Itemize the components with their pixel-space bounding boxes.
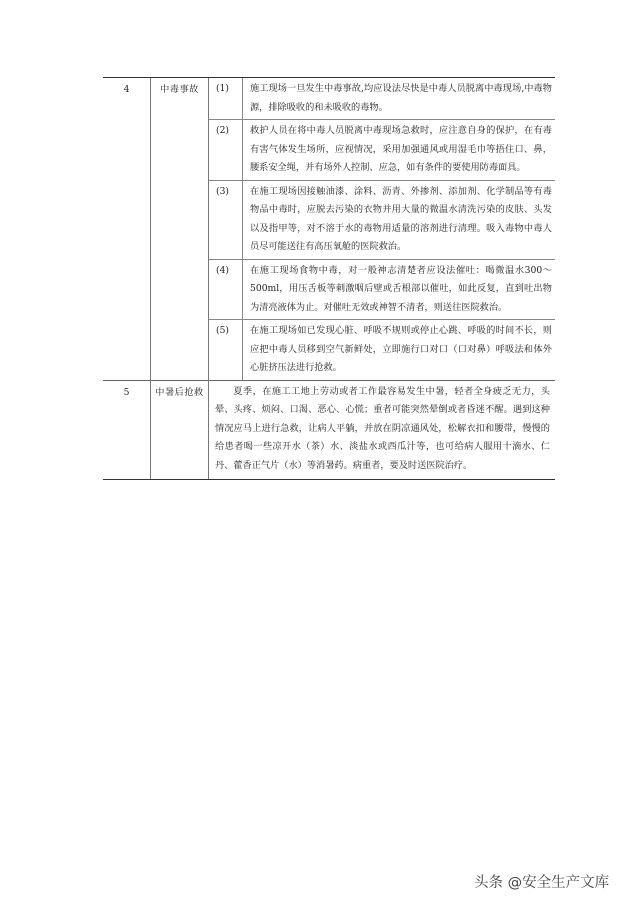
list-item <box>209 78 555 119</box>
row-text: 夏季，在施工工地上劳动或者工作最容易发生中暑，轻者全身疲乏无力，头晕、头疼、烦闷、口渴、恶心、心慌；重者可能突然晕倒或者昏迷不醒。遇到这种情况应马上进行急救，让病人平躺，并放在阴凉通风处，松解衣扣和腰带，慢慢的给患者喝一些凉开水（茶）水、淡盐水或西瓜汁等，也可给病人服用十滴水、仁丹、藿香正气片（水）等消暑药。病重者，要及时送医院治疗。 <box>215 385 550 471</box>
list-item <box>209 119 555 180</box>
table-row <box>103 380 555 480</box>
watermark-text: 头条 @安全生产文库 <box>474 875 610 891</box>
row-title: 中暑后抢救 <box>151 380 209 480</box>
item-number: (3) <box>216 185 230 197</box>
item-number: (2) <box>216 125 230 136</box>
list-item <box>209 180 555 259</box>
item-number: (1) <box>216 83 230 94</box>
list-item <box>209 319 555 380</box>
item-text: 在施工现场食物中毒，对一般神志清楚者应设法催吐：喝微温水300～500ml，用压舌板等刺激咽后壁或舌根部以催吐，如此反复，直到吐出物为清亮液体为止。对催吐无效或神智不清者，则送往医院救治。 <box>242 260 555 320</box>
item-number: (5) <box>216 325 230 336</box>
list-item <box>209 259 555 320</box>
row-title: 中毒事故 <box>151 78 209 381</box>
table-row <box>103 78 555 381</box>
emergency-table <box>103 77 555 480</box>
item-text: 救护人员在将中毒人员脱离中毒现场急救时，应注意自身的保护，在有毒有害气体发生场所，应视情况，采用加强通风或用湿毛巾等捂住口、鼻，腰系安全绳，并有场外人控制、应急，如有条件的要使用防毒面具。 <box>242 120 555 180</box>
item-text: 在施工现场因接触油漆、涂料、沥青、外掺剂、添加剂、化学制品等有毒物品中毒时，应脱去污染的衣物并用大量的微温水清洗污染的皮肤、头发以及指甲等，对不溶于水的毒物用适量的溶剂进行清理。吸入毒物中毒人员尽可能送往有高压氧舱的医院救治。 <box>242 181 555 259</box>
item-text: 施工现场一旦发生中毒事故,均应设法尽快是中毒人员脱离中毒现场,中毒物源，排除吸收的和未吸收的毒物。 <box>242 78 555 119</box>
item-number: (4) <box>216 264 230 276</box>
row-number: 4 <box>103 78 151 381</box>
item-text: 在施工现场如已发现心脏、呼吸不规则或停止心跳、呼吸的时间不长，则应把中毒人员移到空气新鲜处，立即施行口对口（口对鼻）呼吸法和体外心脏挤压法进行抢救。 <box>242 320 555 380</box>
row-number: 5 <box>103 380 151 480</box>
row-content <box>209 380 556 480</box>
row-content <box>209 78 556 381</box>
